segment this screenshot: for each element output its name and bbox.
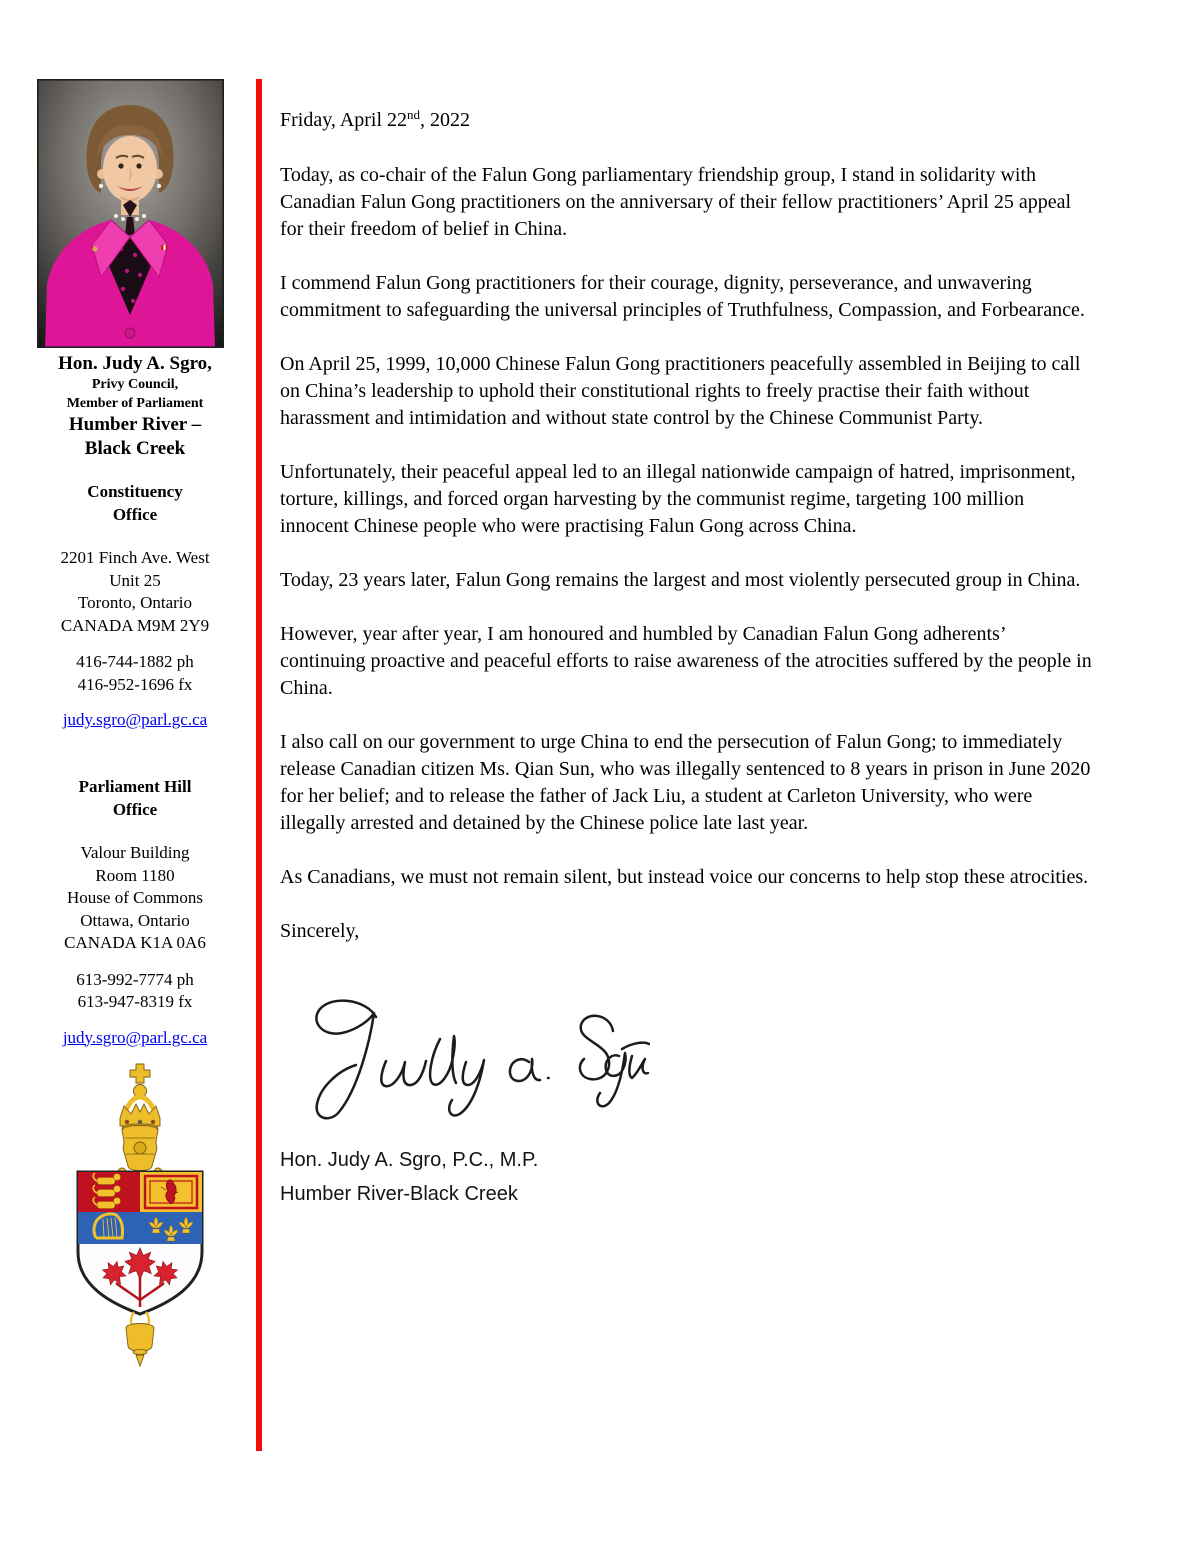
mp-title-member-of-parliament: Member of Parliament <box>66 396 204 411</box>
parliament-office-heading-line1: Parliament Hill <box>78 777 192 796</box>
house-of-commons-crest <box>70 1060 210 1370</box>
letter-paragraph: However, year after year, I am honoured and humbled by Canadian Falun Gong adherents’ continuing proactive and peaceful efforts to raise awareness of the atrocities suffered by the people in China. <box>280 623 1092 699</box>
mp-riding-line2: Black Creek <box>84 438 186 459</box>
address-line: Unit 25 <box>109 570 161 590</box>
constituency-office-heading-line2: Office <box>112 504 158 524</box>
letter-body <box>280 107 1092 1211</box>
mp-riding-line1: Humber River – <box>68 414 202 435</box>
mp-identity-block <box>10 352 260 461</box>
letter-paragraph: Today, as co-chair of the Falun Gong parliamentary friendship group, I stand in solidarity with Canadian Falun Gong practitioners on the anniversary of their fellow practitioners’ April 25 appeal for their freedom of belief in China. <box>280 164 1072 240</box>
letter-paragraph: I commend Falun Gong practitioners for their courage, dignity, perseverance, and unwavering commitment to safeguarding the universal principles of Truthfulness, Compassion, and Forbearance. <box>280 272 1085 321</box>
phone-number: 416-744-1882 ph <box>76 652 194 671</box>
mp-title-privy-council: Privy Council, <box>91 377 179 392</box>
mace-finial-icon <box>126 1312 154 1366</box>
address-line: House of Commons <box>67 888 203 907</box>
phone-number: 613-992-7774 ph <box>76 969 194 989</box>
signature-image <box>282 991 650 1139</box>
letter-paragraph: As Canadians, we must not remain silent, but instead voice our concerns to help stop these atrocities. <box>280 866 1089 888</box>
address-line: CANADA M9M 2Y9 <box>60 615 210 635</box>
address-line: Room 1180 <box>95 865 175 885</box>
red-divider-line <box>256 79 262 1451</box>
fax-number: 613-947-8319 fx <box>77 992 193 1011</box>
email-link-parliament[interactable]: judy.sgro@parl.gc.ca <box>62 1027 208 1047</box>
address-line: CANADA K1A 0A6 <box>64 933 206 952</box>
mace-and-shield-icon <box>70 1060 210 1370</box>
date-ordinal-suffix: nd <box>407 107 421 122</box>
date-day-month: Friday, April 22 <box>280 109 408 131</box>
address-line: Ottawa, Ontario <box>80 910 190 930</box>
mp-portrait-photo <box>37 79 224 348</box>
letter-closing: Sincerely, <box>280 920 360 942</box>
email-link-constituency[interactable]: judy.sgro@parl.gc.ca <box>62 710 208 729</box>
signer-name: Hon. Judy A. Sgro, P.C., M.P. <box>280 1149 539 1171</box>
letter-paragraph: Unfortunately, their peaceful appeal led to an illegal nationwide campaign of hatred, imprisonment, torture, killings, and forced organ harvesting by the communist regime, targeting 100 million innocent Chinese people who were practising Falun Gong across China. <box>280 461 1076 537</box>
parliament-office-heading-line2: Office <box>112 799 158 819</box>
letter-paragraph: Today, 23 years later, Falun Gong remains the largest and most violently persecuted group in China. <box>280 569 1081 591</box>
constituency-office-block <box>10 481 260 732</box>
date-year: , 2022 <box>420 109 471 131</box>
letter-date <box>280 107 1092 135</box>
handwritten-signature-icon <box>282 991 650 1139</box>
constituency-office-heading-line1: Constituency <box>87 482 183 501</box>
letter-paragraph: I also call on our government to urge China to end the persecution of Falun Gong; to immediately release Canadian citizen Ms. Qian Sun, who was illegally sentenced to 8 years in prison in June 2020 for her belief; and to release the father of Jack Liu, a student at Carleton University, who were illegally arrested and detained by the Chinese police late last year. <box>280 731 1091 834</box>
portrait-illustration <box>37 79 224 348</box>
address-line: Valour Building <box>80 843 190 862</box>
signer-riding: Humber River-Black Creek <box>280 1183 518 1205</box>
mp-name: Hon. Judy A. Sgro, <box>58 353 212 374</box>
letter-paragraph: On April 25, 1999, 10,000 Chinese Falun Gong practitioners peacefully assembled in Beijing to call on China’s leadership to uphold their constitutional rights to freely practise their faith without harassment and intimidation and without state control by the Chinese Communist Party. <box>280 353 1081 429</box>
address-line: 2201 Finch Ave. West <box>60 548 210 567</box>
address-line: Toronto, Ontario <box>77 593 192 612</box>
parliament-hill-office-block <box>10 776 260 1049</box>
fax-number: 416-952-1696 fx <box>77 674 193 694</box>
